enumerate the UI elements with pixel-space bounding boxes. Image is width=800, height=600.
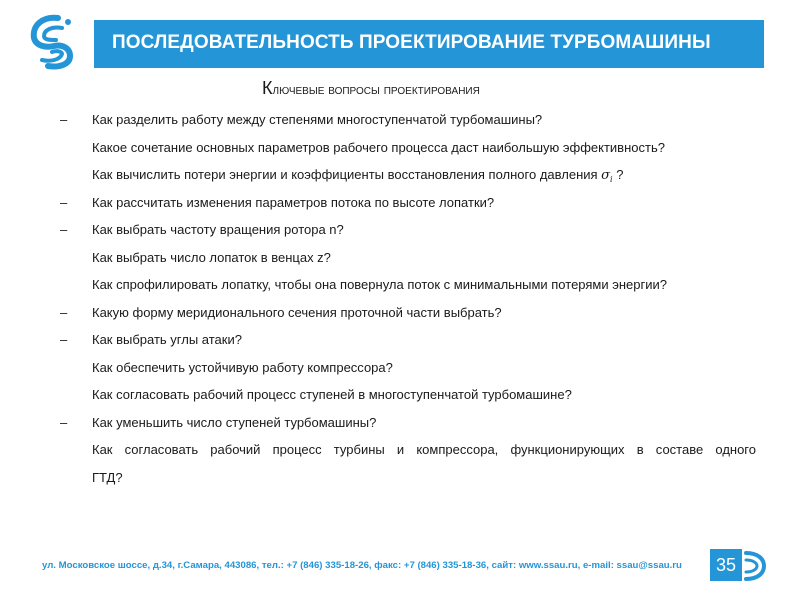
question-text-after: ? — [616, 167, 624, 182]
sigma-symbol: σ — [601, 168, 611, 183]
list-item — [0, 189, 800, 217]
list-item — [0, 106, 800, 134]
question-text: Как спрофилировать лопатку, чтобы она повернула поток с минимальными потерями энергии? — [92, 277, 667, 292]
dash-bullet: – — [60, 194, 68, 210]
dash-bullet: – — [60, 222, 68, 237]
footer-contact: ул. Московское шоссе, д.34, г.Самара, 443086, тел.: +7 (846) 335-18-26, факс: +7 (846) 335-18-36, сайт: www.ssau.ru, e-mail: ssau@ssau.ru — [42, 560, 682, 571]
list-item — [0, 271, 800, 299]
sigma-subscript: i — [610, 175, 613, 184]
question-text: Как рассчитать изменения параметров потока по высоте лопатки? — [92, 194, 495, 210]
question-text: Как выбрать частоту вращения ротора n? — [92, 222, 344, 237]
list-item — [0, 436, 800, 464]
question-text: Как уменьшить число ступеней турбомашины? — [92, 414, 377, 430]
subtitle-rest: лючевые вопросы проектирования — [272, 81, 480, 97]
page-number: 35 — [710, 549, 742, 581]
ssau-logo-icon — [28, 12, 78, 70]
question-text: Как согласовать рабочий процесс ступеней в многоступенчатой турбомашине? — [92, 387, 572, 402]
list-item — [0, 464, 800, 492]
list-item — [0, 216, 800, 244]
header-bar — [94, 20, 764, 68]
question-text: Как обеспечить устойчивую работу компрессора? — [92, 359, 393, 375]
section-subtitle — [262, 78, 480, 99]
list-item — [0, 409, 800, 437]
questions-list — [0, 106, 800, 491]
list-item — [0, 381, 800, 409]
list-item — [0, 161, 800, 189]
question-text: ГТД? — [92, 469, 123, 485]
question-text: Как выбрать число лопаток в венцах z? — [92, 249, 331, 265]
dash-bullet: – — [60, 414, 68, 430]
question-text: Как согласовать рабочий процесс турбины и компрессора, функционирующих в составе одного — [92, 442, 756, 457]
ssau-small-logo-icon — [742, 549, 768, 583]
question-text: Как разделить работу между степенями многоступенчатой турбомашины? — [92, 112, 543, 127]
list-item — [0, 326, 800, 354]
dash-bullet: – — [60, 304, 68, 320]
dash-bullet: – — [60, 332, 68, 347]
question-text: Какое сочетание основных параметров рабочего процесса даст наибольшую эффективность? — [92, 139, 665, 155]
subtitle-first-letter: К — [262, 78, 273, 98]
list-item — [0, 244, 800, 272]
page-title: ПОСЛЕДОВАТЕЛЬНОСТЬ ПРОЕКТИРОВАНИЕ ТУРБОМАШИНЫ — [112, 32, 711, 53]
list-item — [0, 354, 800, 382]
list-item — [0, 134, 800, 162]
dash-bullet: – — [60, 112, 68, 127]
question-text-before: Как вычислить потери энергии и коэффициенты восстановления полного давления — [92, 167, 598, 182]
question-text: Как выбрать углы атаки? — [92, 332, 242, 347]
question-text: Какую форму меридионального сечения проточной части выбрать? — [92, 304, 502, 320]
list-item — [0, 299, 800, 327]
